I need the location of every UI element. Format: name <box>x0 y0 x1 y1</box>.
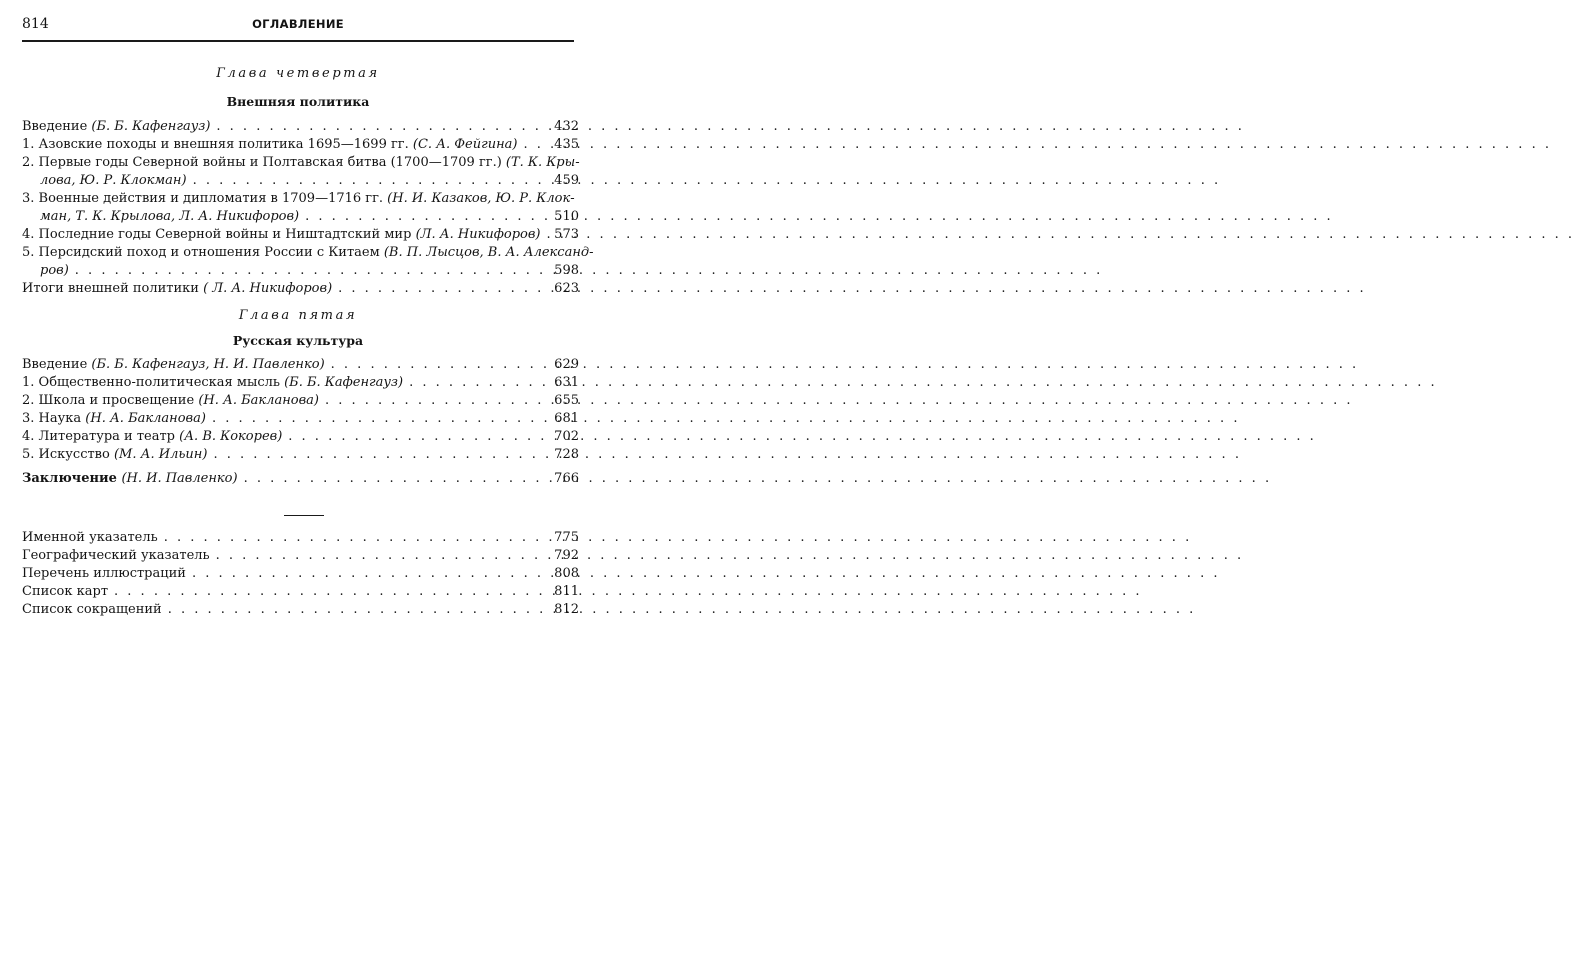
toc-entry-conclusion[interactable] <box>22 470 579 488</box>
chapter-five-toc <box>22 356 579 464</box>
toc-entry[interactable] <box>22 280 579 298</box>
toc-entry-appendix[interactable] <box>22 601 579 619</box>
entry-title: Именной указатель <box>22 530 158 545</box>
entry-authors: ( Л. А. Никифоров) <box>203 281 333 296</box>
entry-authors-continued: лова, Ю. Р. Клокман) <box>40 173 187 188</box>
toc-entry-appendix[interactable] <box>22 529 579 547</box>
entry-title: 1. Общественно-политическая мысль <box>22 375 285 390</box>
entry-title: 3. Военные действия и дипломатия в 1709—1716 гг. <box>22 191 388 206</box>
entry-title: Заключение <box>22 471 122 486</box>
entry-page: 598 <box>554 263 579 278</box>
chapter-four-title: Внешняя политика <box>226 94 370 109</box>
chapter-four-toc <box>22 118 594 298</box>
entry-authors: (Н. А. Бакланова) <box>198 393 319 408</box>
entry-page: 435 <box>554 137 579 152</box>
entry-authors: (В. П. Лысцов, В. А. Александ- <box>383 245 594 260</box>
entry-title: 5. Искусство <box>22 447 114 462</box>
toc-entry[interactable] <box>22 428 579 446</box>
entry-authors: (Н. И. Павленко) <box>121 471 238 486</box>
entry-title: Список карт <box>22 584 109 599</box>
entry-page: 702 <box>554 429 579 444</box>
entry-page: 775 <box>554 530 579 545</box>
entry-page: 811 <box>554 584 579 599</box>
chapter-five-label: Глава пятая <box>238 308 358 323</box>
chapter-five-title: Русская культура <box>232 333 364 348</box>
entry-title: 4. Последние годы Северной войны и Ништадтский мир <box>22 227 416 242</box>
entry-title: 4. Литература и театр <box>22 429 180 444</box>
entry-page: 631 <box>554 375 579 390</box>
entry-title: 3. Наука <box>22 411 86 426</box>
entry-authors: (С. А. Фейгина) <box>412 137 518 152</box>
entry-authors-continued: ров) <box>40 263 69 278</box>
entry-authors: (Н. А. Бакланова) <box>85 411 206 426</box>
entry-authors: (Л. А. Никифоров) <box>415 227 541 242</box>
entry-authors: (Т. К. Кры- <box>505 155 580 170</box>
toc-entry[interactable] <box>22 136 579 154</box>
toc-entry[interactable] <box>22 374 579 392</box>
toc-entry[interactable] <box>22 118 579 136</box>
entry-title: Итоги внешней политики <box>22 281 204 296</box>
toc-entry[interactable] <box>22 244 594 280</box>
entry-page: 766 <box>554 471 579 486</box>
entry-authors: (Б. Б. Кафенгауз) <box>91 119 211 134</box>
running-title: ОГЛАВЛЕНИЕ <box>252 17 344 31</box>
entry-page: 792 <box>554 548 579 563</box>
entry-page: 728 <box>554 447 579 462</box>
page-header <box>22 14 574 42</box>
entry-title: Перечень иллюстраций <box>22 566 186 581</box>
conclusion-toc <box>22 470 579 488</box>
toc-entry-appendix[interactable] <box>22 547 579 565</box>
section-divider <box>284 515 324 516</box>
toc-entry-appendix[interactable] <box>22 583 579 601</box>
entry-title: Введение <box>22 119 92 134</box>
entry-page: 459 <box>554 173 579 188</box>
entry-title: Географический указатель <box>22 548 210 563</box>
toc-entry[interactable] <box>22 226 579 244</box>
entry-page: 681 <box>554 411 579 426</box>
entry-page: 510 <box>554 209 579 224</box>
entry-title: 1. Азовские походы и внешняя политика 1695—1699 гг. <box>22 137 413 152</box>
toc-entry[interactable] <box>22 154 579 190</box>
entry-page: 812 <box>554 602 579 617</box>
entry-authors: (Б. Б. Кафенгауз, Н. И. Павленко) <box>91 357 325 372</box>
entry-title: 2. Первые годы Северной войны и Полтавская битва (1700—1709 гг.) <box>22 155 506 170</box>
entry-title: Список сокращений <box>22 602 162 617</box>
toc-entry[interactable] <box>22 446 579 464</box>
entry-page: 808 <box>554 566 579 581</box>
chapter-four-label: Глава четвертая <box>216 66 380 81</box>
appendix-toc <box>22 529 579 619</box>
entry-page: 623 <box>554 281 579 296</box>
entry-page: 432 <box>554 119 579 134</box>
entry-authors: (М. А. Ильин) <box>113 447 208 462</box>
entry-authors: (Н. И. Казаков, Ю. Р. Клок- <box>387 191 575 206</box>
toc-entry-appendix[interactable] <box>22 565 579 583</box>
entry-title: Введение <box>22 357 92 372</box>
entry-page: 655 <box>554 393 579 408</box>
entry-page: 629 <box>554 357 579 372</box>
toc-entry[interactable] <box>22 356 579 374</box>
entry-page: 573 <box>554 227 579 242</box>
entry-authors: (Б. Б. Кафенгауз) <box>284 375 404 390</box>
entry-title: 2. Школа и просвещение <box>22 393 199 408</box>
toc-entry[interactable] <box>22 190 579 226</box>
entry-authors-continued: ман, Т. К. Крылова, Л. А. Никифоров) <box>40 209 300 224</box>
toc-entry[interactable] <box>22 410 579 428</box>
toc-entry[interactable] <box>22 392 579 410</box>
page-number: 814 <box>22 16 49 32</box>
entry-authors: (А. В. Кокорев) <box>179 429 283 444</box>
entry-title: 5. Персидский поход и отношения России с Китаем <box>22 245 384 260</box>
